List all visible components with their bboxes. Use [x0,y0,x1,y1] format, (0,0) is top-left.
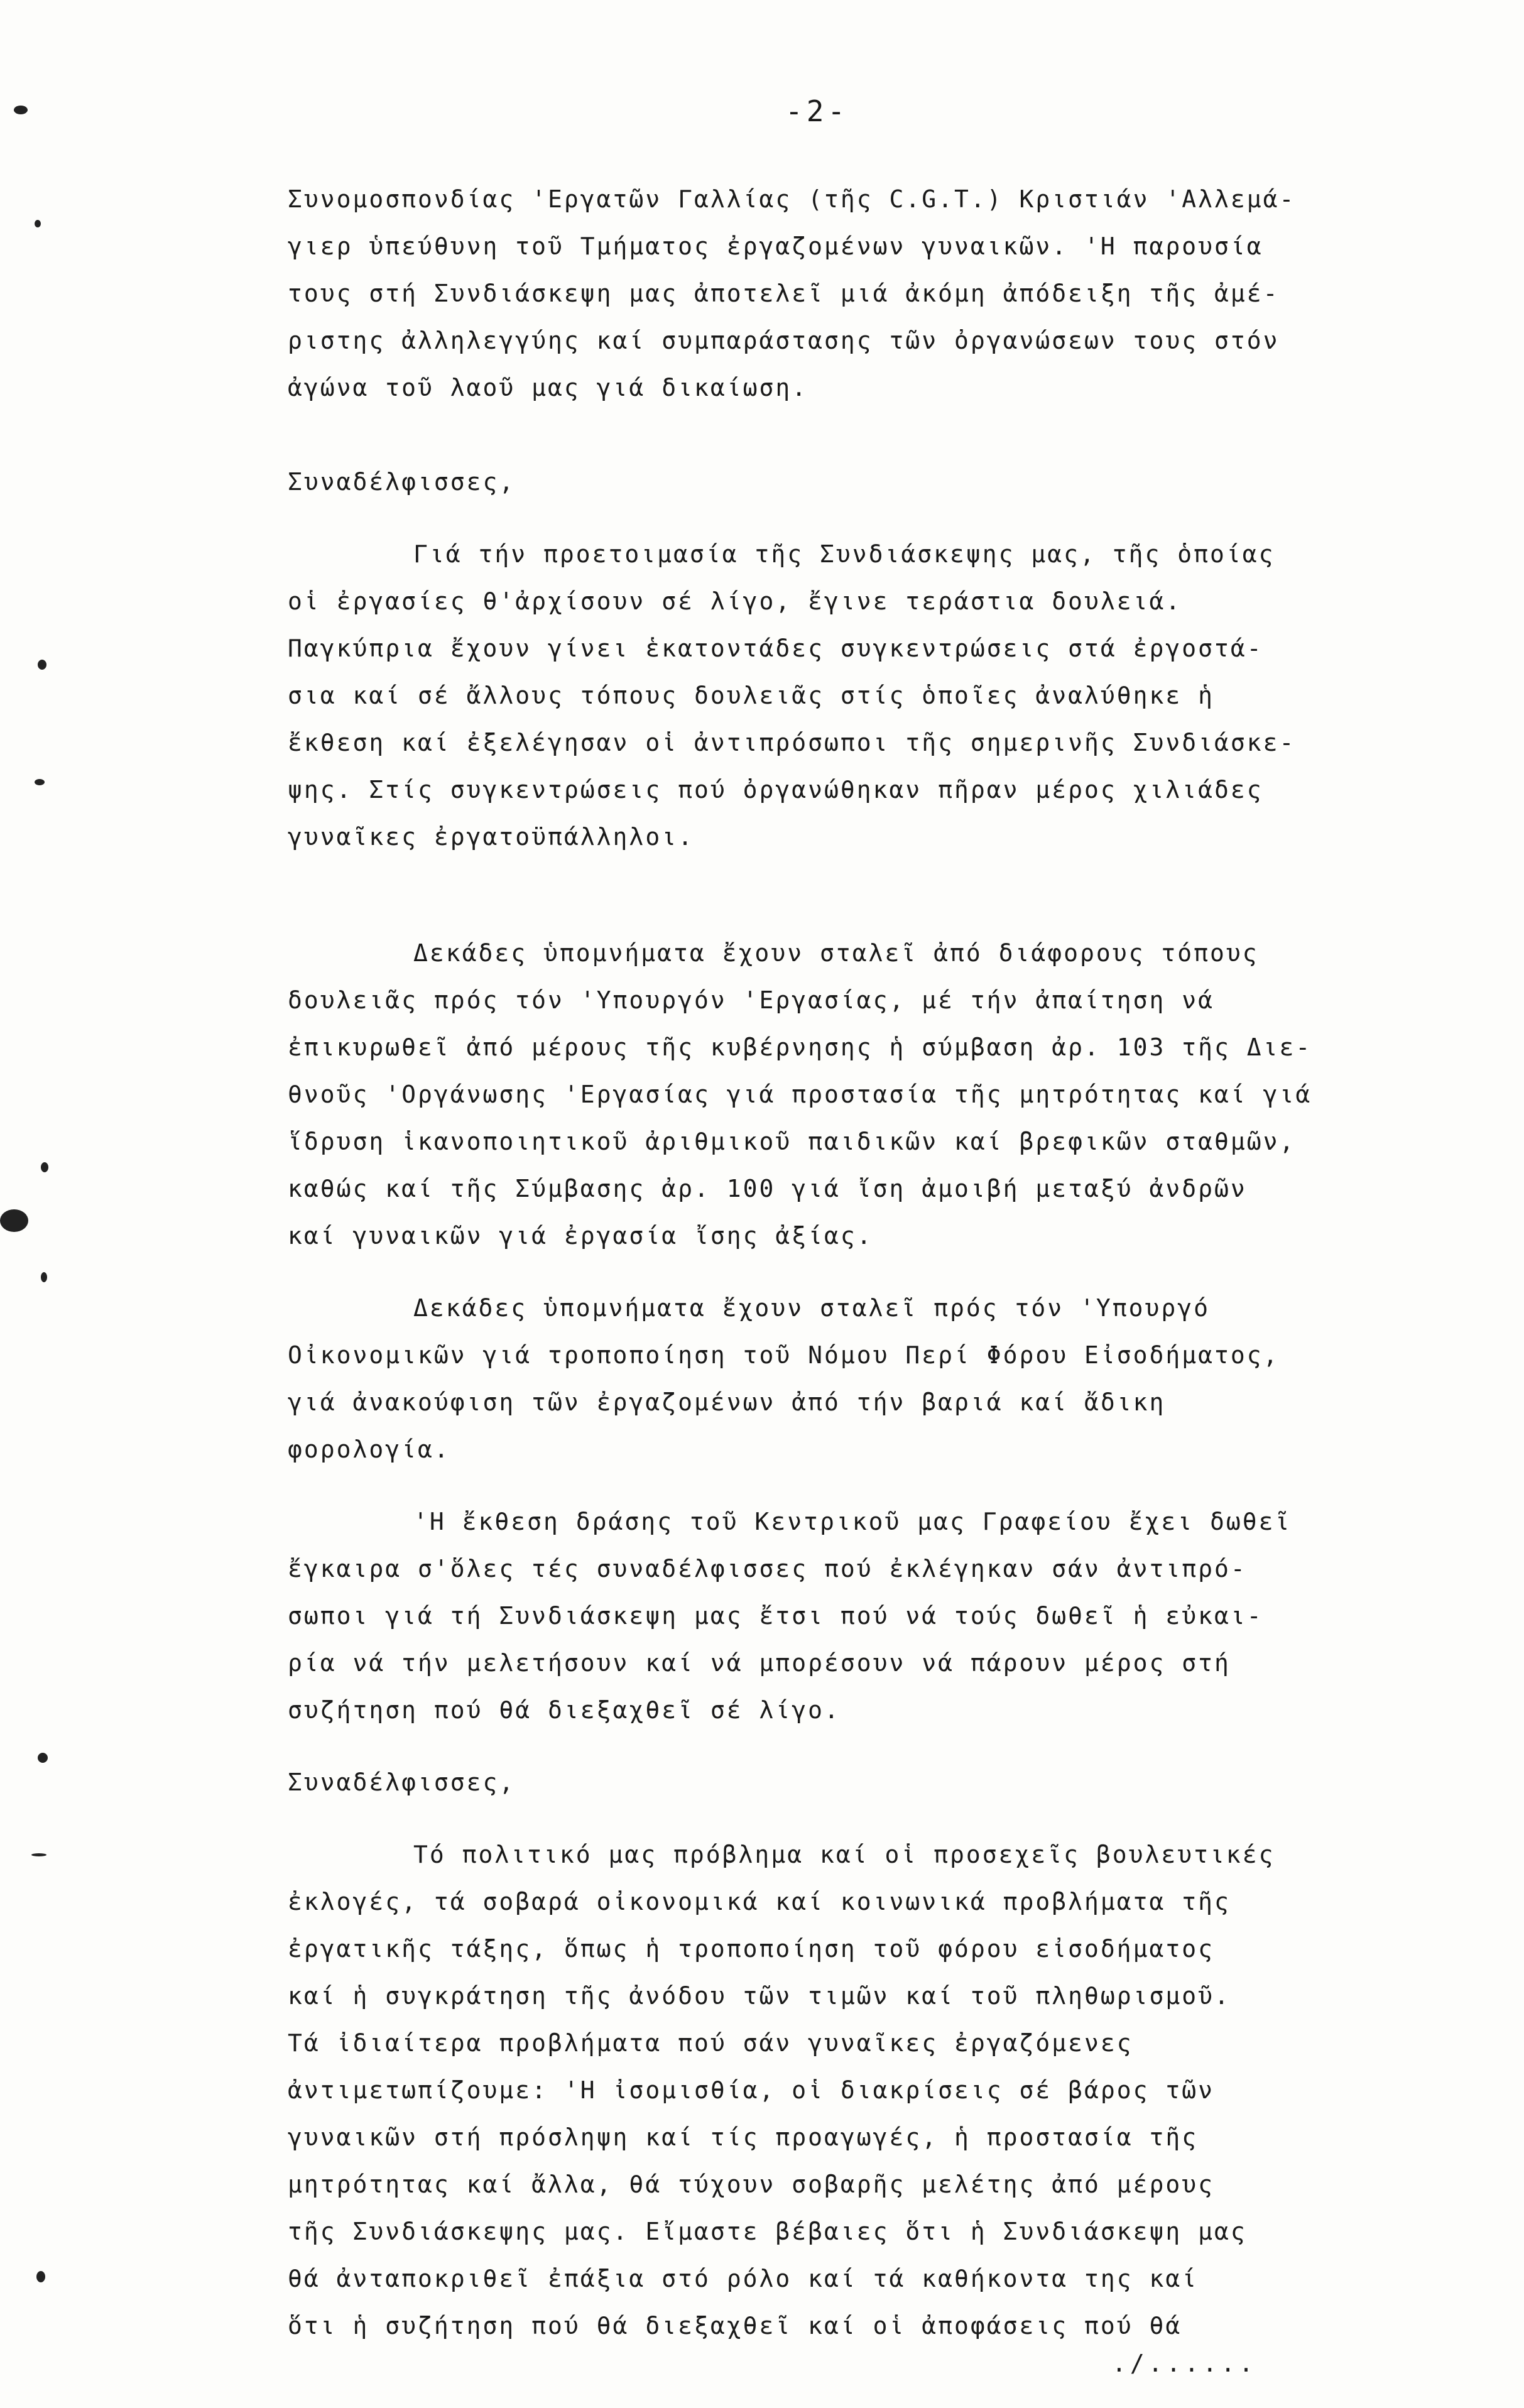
scan-speck [38,660,46,670]
text-line: Οἰκονομικῶν γιά τροποποίηση τοῦ Νόμου Περί Φόρου Εἰσοδήματος, [288,1341,1280,1369]
paragraph [288,1285,1481,1473]
scan-speck [0,1209,28,1232]
text-line: συζήτηση πού θά διεξαχθεῖ σέ λίγο. [288,1696,841,1724]
scan-speck [14,106,28,114]
scan-speck [36,2271,45,2282]
paragraph [288,1831,1481,2350]
scan-speck [41,1272,47,1282]
text-line: Συνομοσπονδίας 'Εργατῶν Γαλλίας (τῆς C.G.T.) Κριστιάν 'Αλλεμά- [288,185,1296,213]
scan-speck [35,779,45,785]
scan-speck [31,1853,46,1856]
text-line: δουλειᾶς πρός τόν 'Υπουργόν 'Εργασίας, μέ τήν ἀπαίτηση νά [288,986,1215,1014]
paragraph [288,930,1481,1260]
text-line: θνοῦς 'Οργάνωσης 'Εργασίας γιά προστασία τῆς μητρότητας καί γιά [288,1081,1312,1108]
text-line: οἱ ἐργασίες θ'ἀρχίσουν σέ λίγο, ἔγινε τεράστια δουλειά. [288,587,1182,615]
text-line: Τό πολιτικό μας πρόβλημα καί οἱ προσεχεῖς βουλευτικές [413,1841,1275,1868]
text-line: ἐργατικῆς τάξης, ὅπως ἡ τροποποίηση τοῦ φόρου εἰσοδήματος [288,1935,1215,1963]
document-body [288,176,1481,2350]
continuation-mark: ./...... [1112,2350,1258,2377]
paragraph [288,176,1481,411]
text-line: Συναδέλφισσες, [288,468,516,496]
text-line: ρία νά τήν μελετήσουν καί νά μπορέσουν νά πάρουν μέρος στή [288,1649,1231,1677]
text-line: φορολογία. [288,1436,450,1463]
text-line: γυναῖκες ἐργατοϋπάλληλοι. [288,823,694,851]
text-line: σια καί σέ ἄλλους τόπους δουλειᾶς στίς ὁποῖες ἀναλύθηκε ἡ [288,682,1215,709]
text-line: ἔκθεση καί ἐξελέγησαν οἱ ἀντιπρόσωποι τῆς σημερινῆς Συνδιάσκε- [288,729,1296,756]
scan-speck [41,1162,48,1172]
text-line: ψης. Στίς συγκεντρώσεις πού ὀργανώθηκαν πῆραν μέρος χιλιάδες [288,776,1263,804]
paragraph [288,531,1481,861]
text-line: καθώς καί τῆς Σύμβασης ἀρ. 100 γιά ἴση ἀμοιβή μεταξύ ἀνδρῶν [288,1175,1247,1202]
scan-speck [38,1753,48,1763]
text-line: ὅτι ἡ συζήτηση πού θά διεξαχθεῖ καί οἱ ἀποφάσεις πού θά [288,2312,1182,2340]
text-line: ἀγώνα τοῦ λαοῦ μας γιά δικαίωση. [288,374,808,401]
text-line: τῆς Συνδιάσκεψης μας. Εἴμαστε βέβαιες ὅτι ἡ Συνδιάσκεψη μας [288,2218,1247,2245]
text-line: θά ἀνταποκριθεῖ ἐπάξια στό ρόλο καί τά καθήκοντα της καί [288,2265,1199,2292]
text-line: καί γυναικῶν γιά ἐργασία ἴσης ἀξίας. [288,1222,873,1250]
salutation [288,459,1481,506]
text-line: καί ἡ συγκράτηση τῆς ἀνόδου τῶν τιμῶν καί τοῦ πληθωρισμοῦ. [288,1982,1231,2010]
page-number: -2- [785,94,849,128]
text-line: μητρότητας καί ἄλλα, θά τύχουν σοβαρῆς μελέτης ἀπό μέρους [288,2171,1215,2198]
paragraph [288,1498,1481,1734]
text-line: γιερ ὑπεύθυνη τοῦ Τμήματος ἐργαζομένων γυναικῶν. 'Η παρουσία [288,232,1263,260]
text-line: ἐκλογές, τά σοβαρά οἰκονομικά καί κοινωνικά προβλήματα τῆς [288,1888,1231,1915]
text-line: ἀντιμετωπίζουμε: 'Η ἰσομισθία, οἱ διακρίσεις σέ βάρος τῶν [288,2076,1215,2104]
text-line: σωποι γιά τή Συνδιάσκεψη μας ἔτσι πού νά τούς δωθεῖ ἡ εὐκαι- [288,1602,1263,1630]
text-line: γυναικῶν στή πρόσληψη καί τίς προαγωγές, ἡ προστασία τῆς [288,2123,1199,2151]
text-line: γιά ἀνακούφιση τῶν ἐργαζομένων ἀπό τήν βαριά καί ἄδικη [288,1388,1166,1416]
text-line: 'Η ἔκθεση δράσης τοῦ Κεντρικοῦ μας Γραφείου ἔχει δωθεῖ [413,1508,1292,1535]
text-line: Γιά τήν προετοιμασία τῆς Συνδιάσκεψης μας, τῆς ὁποίας [413,540,1275,568]
text-line: ἐπικυρωθεῖ ἀπό μέρους τῆς κυβέρνησης ἡ σύμβαση ἀρ. 103 τῆς Διε- [288,1033,1312,1061]
text-line: ριστης ἀλληλεγγύης καί συμπαράστασης τῶν ὀργανώσεων τους στόν [288,327,1280,354]
scan-speck [35,220,41,227]
text-line: Δεκάδες ὑπομνήματα ἔχουν σταλεῖ πρός τόν 'Υπουργό [413,1294,1211,1322]
text-line: Παγκύπρια ἔχουν γίνει ἑκατοντάδες συγκεντρώσεις στά ἐργοστά- [288,635,1263,662]
text-line: ἵδρυση ἱκανοποιητικοῦ ἀριθμικοῦ παιδικῶν καί βρεφικῶν σταθμῶν, [288,1128,1296,1155]
text-line: Συναδέλφισσες, [288,1768,516,1796]
text-line: τους στή Συνδιάσκεψη μας ἀποτελεῖ μιά ἀκόμη ἀπόδειξη τῆς ἀμέ- [288,280,1280,307]
text-line: ἔγκαιρα σ'ὅλες τές συναδέλφισσες πού ἐκλέγηκαν σάν ἀντιπρό- [288,1555,1247,1583]
text-line: Δεκάδες ὑπομνήματα ἔχουν σταλεῖ ἀπό διάφορους τόπους [413,939,1259,967]
salutation [288,1759,1481,1806]
text-line: Τά ἰδιαίτερα προβλήματα πού σάν γυναῖκες ἐργαζόμενες [288,2029,1133,2057]
